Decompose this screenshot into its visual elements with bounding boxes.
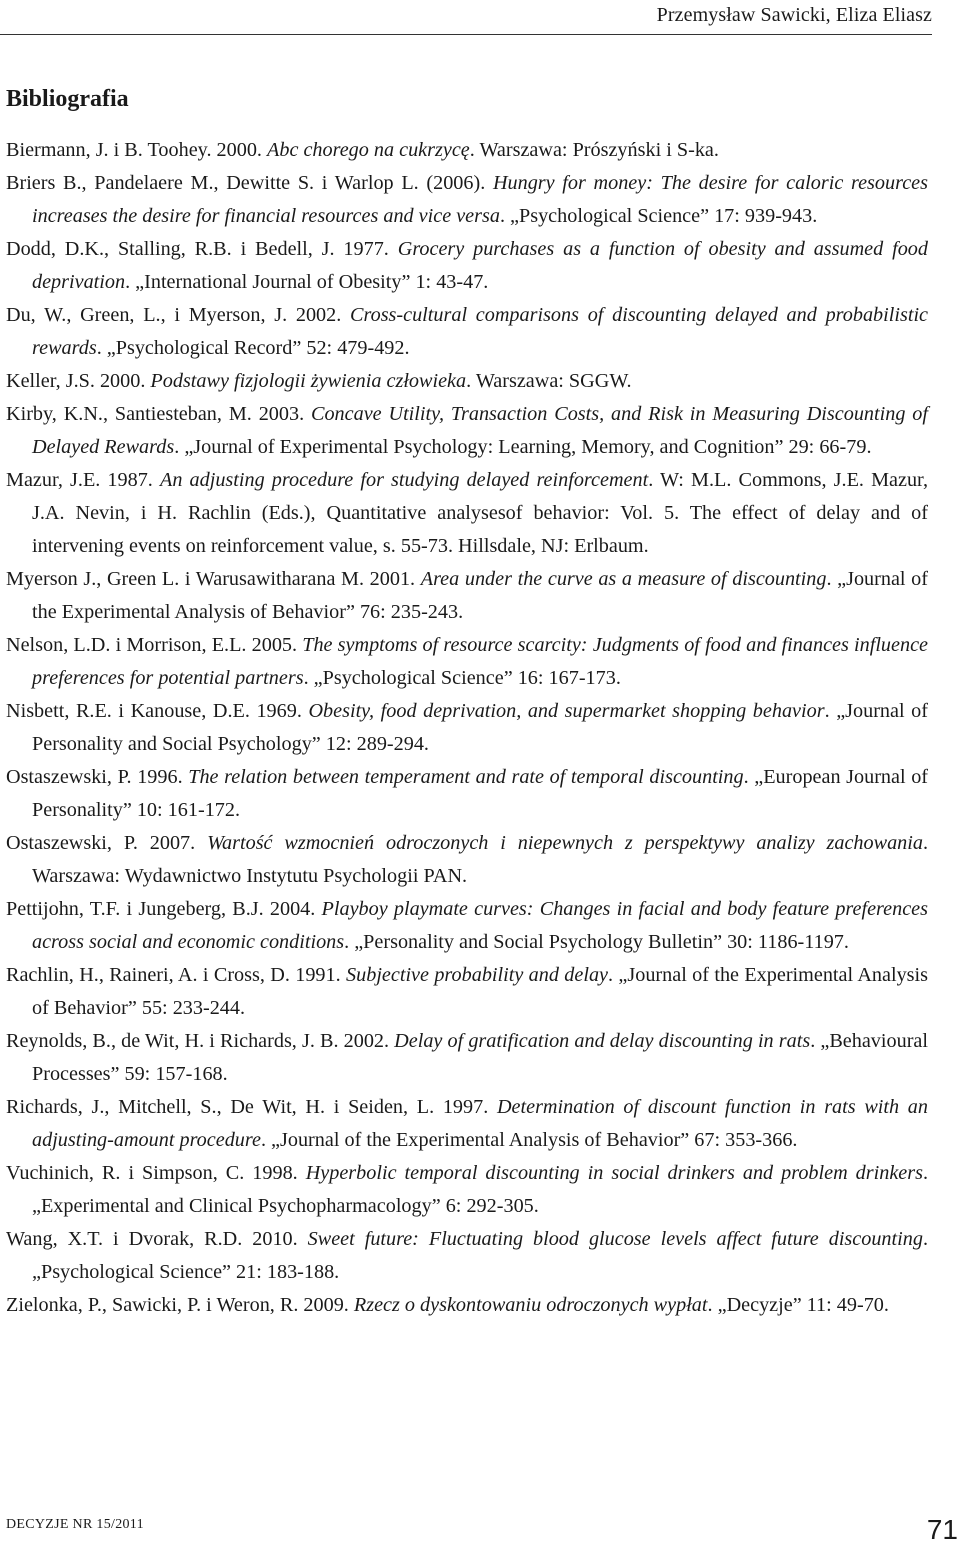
ref-title: Abc chorego na cukrzycę — [267, 139, 470, 161]
ref-source: . „Psychological Science” 21: 183-188. — [32, 1228, 928, 1283]
ref-authors: Vuchinich, R. i Simpson, C. 1998. — [6, 1162, 306, 1184]
ref-title: An adjusting procedure for studying delayed reinforcement — [159, 469, 649, 491]
ref-authors: Keller, J.S. 2000. — [6, 370, 151, 392]
ref-authors: Ostaszewski, P. 1996. — [6, 766, 189, 788]
ref-authors: Pettijohn, T.F. i Jungeberg, B.J. 2004. — [6, 898, 322, 920]
ref-source: . „Journal of the Experimental Analysis of Behavior” 55: 233-244. — [32, 964, 928, 1019]
ref-authors: Zielonka, P., Sawicki, P. i Weron, R. 2009. — [6, 1294, 354, 1316]
ref-source: . „Journal of Experimental Psychology: Learning, Memory, and Cognition” 29: 66-79. — [174, 436, 872, 458]
ref-source: . W: M.L. Commons, J.E. Mazur, J.A. Nevin, i H. Rachlin (Eds.), Quantitative analysesof behavior: Vol. 5. The effect of delay and of intervening events on reinforcement value, s. 55-73. Hillsdale, NJ: Erlbaum. — [32, 469, 929, 557]
running-head: Przemysław Sawicki, Eliza Eliasz — [656, 4, 932, 26]
ref-title: Podstawy fizjologii żywienia człowieka — [150, 370, 467, 392]
reference-item — [6, 167, 928, 233]
reference-list — [6, 134, 928, 1322]
footer-journal-issue: DECYZJE NR 15/2011 — [6, 1517, 144, 1532]
ref-title: The relation between temperament and rate of temporal discounting — [188, 766, 744, 788]
ref-authors: Ostaszewski, P. 2007. — [6, 832, 208, 854]
ref-title: Delay of gratification and delay discounting in rats — [394, 1030, 811, 1052]
ref-title: Rzecz o dyskontowaniu odroczonych wypłat — [353, 1294, 708, 1316]
ref-title: Subjective probability and delay — [346, 964, 609, 986]
ref-source: . „International Journal of Obesity” 1: 43-47. — [125, 271, 489, 293]
ref-source: . „Decyzje” 11: 49-70. — [707, 1294, 889, 1316]
ref-title: Wartość wzmocnień odroczonych i niepewnych z perspektywy analizy zachowania — [207, 832, 923, 854]
reference-item — [6, 629, 928, 695]
ref-source: . Warszawa: SGGW. — [466, 370, 632, 392]
ref-source: . „Psychological Science” 17: 939-943. — [499, 205, 818, 227]
reference-item — [6, 563, 928, 629]
ref-authors: Kirby, K.N., Santiesteban, M. 2003. — [6, 403, 311, 425]
ref-authors: Biermann, J. i B. Toohey. 2000. — [6, 139, 268, 161]
ref-authors: Dodd, D.K., Stalling, R.B. i Bedell, J. 1977. — [6, 238, 398, 260]
ref-title: Obesity, food deprivation, and supermarket shopping behavior — [308, 700, 825, 722]
ref-authors: Nelson, L.D. i Morrison, E.L. 2005. — [6, 634, 303, 656]
ref-title: Grocery purchases as a function of obesity and assumed food deprivation — [32, 238, 928, 293]
ref-source: . Warszawa: Wydawnictwo Instytutu Psychologii PAN. — [32, 832, 929, 887]
ref-authors: Wang, X.T. i Dvorak, R.D. 2010. — [6, 1228, 308, 1250]
reference-item — [6, 1289, 928, 1322]
ref-source: . „Behavioural Processes” 59: 157-168. — [32, 1030, 928, 1085]
ref-title: Area under the curve as a measure of discounting — [420, 568, 827, 590]
reference-item — [6, 1223, 928, 1289]
ref-source: . „Personality and Social Psychology Bulletin” 30: 1186-1197. — [344, 931, 849, 953]
ref-authors: Briers B., Pandelaere M., Dewitte S. i Warlop L. (2006). — [6, 172, 493, 194]
ref-source: . „Journal of Personality and Social Psychology” 12: 289-294. — [32, 700, 928, 755]
reference-item — [6, 299, 928, 365]
page-number: 71 — [926, 1514, 958, 1545]
header-rule — [0, 34, 932, 35]
reference-item — [6, 695, 928, 761]
ref-source: . „Journal of the Experimental Analysis of Behavior” 67: 353-366. — [260, 1129, 798, 1151]
ref-authors: Nisbett, R.E. i Kanouse, D.E. 1969. — [6, 700, 309, 722]
ref-source: . „Psychological Record” 52: 479-492. — [96, 337, 410, 359]
reference-item — [6, 233, 928, 299]
reference-item — [6, 1157, 928, 1223]
ref-authors: Reynolds, B., de Wit, H. i Richards, J. B. 2002. — [6, 1030, 395, 1052]
ref-authors: Rachlin, H., Raineri, A. i Cross, D. 1991. — [6, 964, 347, 986]
ref-title: Sweet future: Fluctuating blood glucose levels affect future discounting — [307, 1228, 923, 1250]
ref-title: Determination of discount function in rats with an adjusting-amount procedure — [32, 1096, 928, 1151]
ref-authors: Richards, J., Mitchell, S., De Wit, H. i Seiden, L. 1997. — [6, 1096, 497, 1118]
reference-item — [6, 134, 928, 167]
reference-item — [6, 761, 928, 827]
reference-item — [6, 893, 928, 959]
ref-source: . Warszawa: Prószyński i S-ka. — [469, 139, 719, 161]
ref-source: . „Psychological Science” 16: 167-173. — [303, 667, 621, 689]
ref-title: Hungry for money: The desire for caloric resources increases the desire for financial resources and vice versa — [32, 172, 928, 227]
ref-authors: Du, W., Green, L., i Myerson, J. 2002. — [6, 304, 351, 326]
ref-source: . „Journal of the Experimental Analysis of Behavior” 76: 235-243. — [32, 568, 928, 623]
reference-item — [6, 1091, 928, 1157]
ref-authors: Myerson J., Green L. i Warusawitharana M. 2001. — [6, 568, 421, 590]
ref-title: Concave Utility, Transaction Costs, and Risk in Measuring Discounting of Delayed Rewards — [32, 403, 928, 458]
ref-authors: Mazur, J.E. 1987. — [6, 469, 160, 491]
reference-item — [6, 365, 928, 398]
section-title: Bibliografia — [6, 86, 129, 112]
ref-title: Cross-cultural comparisons of discounting delayed and probabilistic rewards — [32, 304, 929, 359]
reference-item — [6, 1025, 928, 1091]
ref-title: The symptoms of resource scarcity: Judgments of food and finances influence preferences for potential partners — [32, 634, 929, 689]
ref-source: . „Experimental and Clinical Psychopharmacology” 6: 292-305. — [32, 1162, 928, 1217]
ref-title: Hyperbolic temporal discounting in social drinkers and problem drinkers — [305, 1162, 923, 1184]
reference-item — [6, 398, 928, 464]
ref-title: Playboy playmate curves: Changes in facial and body feature preferences across social and economic conditions — [32, 898, 928, 953]
reference-item — [6, 827, 928, 893]
reference-item — [6, 959, 928, 1025]
reference-item — [6, 464, 928, 563]
ref-source: . „European Journal of Personality” 10: 161-172. — [32, 766, 929, 821]
